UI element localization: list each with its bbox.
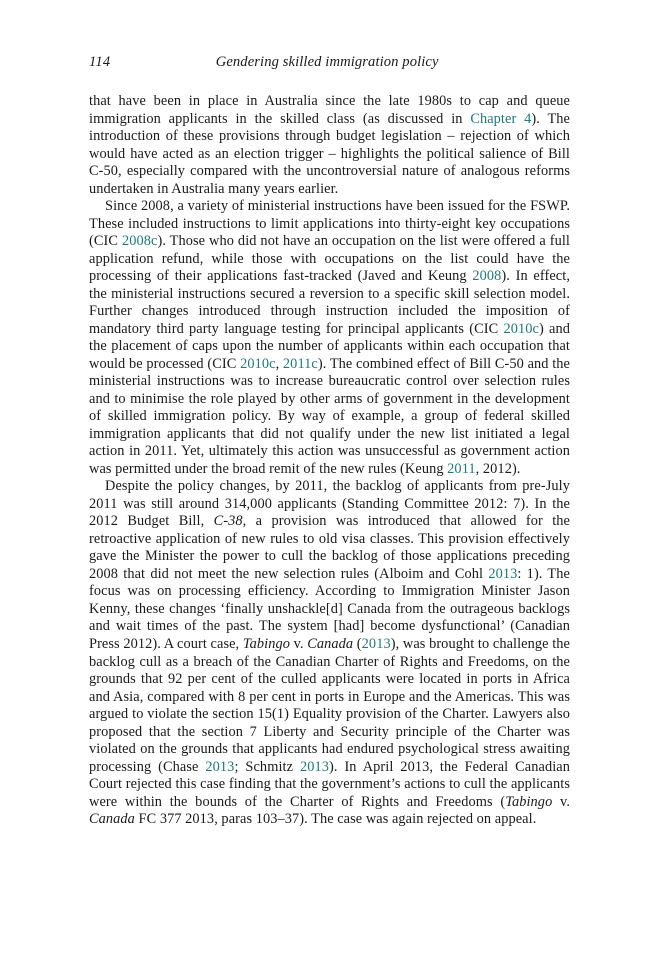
text-run: v.	[552, 793, 570, 810]
body-paragraph	[89, 93, 570, 198]
citation-link[interactable]: 2011	[447, 460, 476, 477]
text-run: ,	[275, 355, 283, 372]
italic-term: C-38	[213, 513, 243, 530]
text-run: Since 2008, a variety of ministerial instructions have been issued for the FSWP. These included instructions to limit applications into thirty-eight key occupations (CIC	[89, 198, 570, 250]
text-run: (	[353, 635, 362, 652]
running-head	[89, 54, 570, 74]
body-paragraph	[89, 198, 570, 478]
italic-term: Canada	[307, 635, 354, 652]
citation-link[interactable]: 2008c	[121, 233, 158, 250]
text-run: ). The introduction of these provisions through budget legislation – rejection of which would have acted as an election trigger – highlights the political salience of Bill C-50, especially compared with the uncontroversial nature of analogous reforms undertaken in Australia many years earlier.	[89, 110, 570, 197]
text-run: ). In effect, the ministerial instructions secured a reversion to a specific skill selection model. Further changes introduced through instruction included the imposition of mandatory third party language testing for principal applicants (CIC	[89, 268, 571, 337]
text-run: v.	[289, 635, 308, 652]
citation-link[interactable]: 2010c	[240, 355, 276, 372]
italic-term: Canada	[89, 811, 135, 828]
citation-link[interactable]: Chapter 4	[470, 110, 532, 127]
italic-term: Tabingo	[505, 793, 553, 810]
citation-link[interactable]: 2011c	[282, 355, 318, 372]
running-title: Gendering skilled immigration policy	[215, 54, 439, 70]
text-run: FC 377 2013, paras 103–37). The case was again rejected on appeal.	[134, 811, 537, 828]
text-run: ; Schmitz	[234, 758, 300, 775]
text-run: Despite the policy changes, by 2011, the backlog of applicants from pre-July 2011 was still around 314,000 applicants (Standing Committee 2012: 7). In the 2012 Budget Bill,	[89, 478, 570, 530]
citation-link[interactable]: 2013	[361, 635, 391, 652]
citation-link[interactable]: 2013	[205, 758, 235, 775]
text-run: : 1). The focus was on processing efficiency. According to Immigration Minister Jason Kenny, these changes ‘finally unshackle[d] Canada from the outrageous backlogs and wait times of the past. The system [had] become dysfunctional’ (Canadian Press 2012). A court case,	[89, 565, 570, 652]
text-run: that have been in place in Australia since the late 1980s to cap and queue immigration applicants in the skilled class (as discussed in	[89, 93, 570, 127]
body-text-block	[89, 93, 570, 829]
text-run: ). In April 2013, the Federal Canadian Court rejected this case finding that the government’s actions to cull the applicants were within the bounds of the Charter of Rights and Freedoms (	[89, 758, 571, 810]
citation-link[interactable]: 2010c	[503, 320, 539, 337]
citation-link[interactable]: 2013	[299, 758, 329, 775]
citation-link[interactable]: 2008	[472, 268, 502, 285]
text-run: ). Those who did not have an occupation on the list were offered a full application refund, while those with occupations on the list could have the processing of their applications fast-tracked (Javed and Keung	[89, 233, 570, 285]
citation-link[interactable]: 2013	[488, 565, 518, 582]
text-run: ), was brought to challenge the backlog cull as a breach of the Canadian Charter of Rights and Freedoms, on the grounds that 92 per cent of the culled applicants were located in ports in Africa and Asia, compared with 8 per cent in ports in Europe and the Americas. This was argued to violate the section 15(1) Equality provision of the Charter. Lawyers also proposed that the section 7 Liberty and Security principle of the Charter was violated on the grounds that applicants had endured psychological stress awaiting processing (Chase	[89, 635, 570, 775]
page-number: 114	[89, 54, 111, 70]
italic-term: Tabingo	[242, 635, 290, 652]
text-run: ) and the placement of caps upon the number of applicants within each occupation that would be processed (CIC	[89, 320, 571, 372]
text-run: , 2012).	[475, 460, 521, 477]
body-paragraph	[89, 478, 570, 828]
text-run: ). The combined effect of Bill C-50 and the ministerial instructions was to increase bureaucratic control over selection rules and to minimise the role played by other arms of government in the development of skilled immigration policy. By way of example, a group of federal skilled immigration applicants that did not qualify under the new list initiated a legal action in 2011. Yet, ultimately this action was unsuccessful as government action was permitted under the broad remit of the new rules (Keung	[89, 355, 571, 477]
text-run: , a provision was introduced that allowed for the retroactive application of new rules to old visa classes. This provision effectively gave the Minister the power to cull the backlog of those applications preceding 2008 that did not meet the new selection rules (Alboim and Cohl	[89, 513, 570, 582]
